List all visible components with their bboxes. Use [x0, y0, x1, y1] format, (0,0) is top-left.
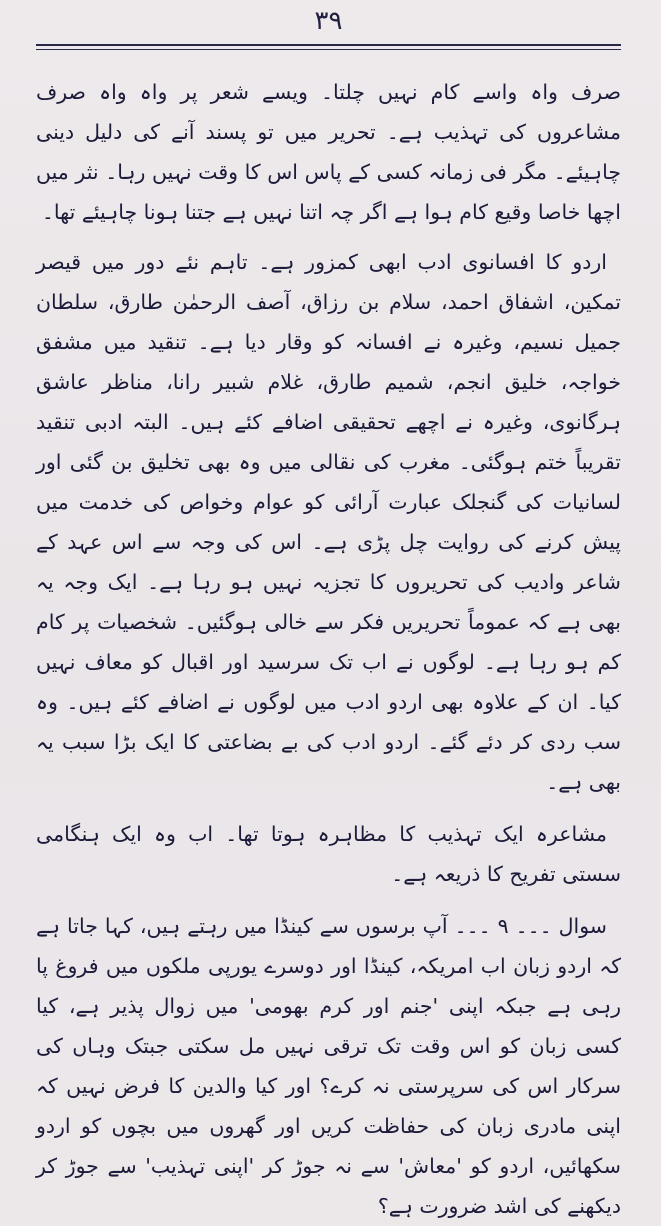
page-header [36, 0, 621, 52]
paragraph-2: اردو کا افسانوی ادب ابھی کمزور ہے۔ تاہم نئے دور میں قیصر تمکین، اشفاق احمد، سلام بن رزاق، آصف الرحمٰن طارق، سلطان جمیل نسیم، وغیرہ نے افسانہ کو وقار دیا ہے۔ تنقید میں مشفق خواجہ، خلیق انجم، شمیم طارق، غلام شبیر رانا، مناظر عاشق ہرگانوی، وغیرہ نے اچھے تحقیقی اضافے کئے ہیں۔ البتہ ادبی تنقید تقریباً ختم ہوگئی۔ مغرب کی نقالی میں وہ بھی تخلیق بن گئی اور لسانیات کی گنجلک عبارت آرائی کو عوام وخواص کی خدمت میں پیش کرنے کی روایت چل پڑی ہے۔ اس کی وجہ سے اس عہد کے شاعر وادیب کی تحریروں کا تجزیہ نہیں ہو رہا ہے۔ ایک وجہ یہ بھی ہے کہ عموماً تحریریں فکر سے خالی ہوگئیں۔ شخصیات پر کام کم ہو رہا ہے۔ لوگوں نے اب تک سرسید اور اقبال کو معاف نہیں کیا۔ ان کے علاوہ بھی اردو ادب میں لوگوں نے اضافے کئے ہیں۔ وہ سب ردی کر دئے گئے۔ اردو ادب کی بے بضاعتی کا ایک بڑا سبب یہ بھی ہے۔ [36, 250, 621, 794]
page-body [36, 72, 621, 1226]
header-rule-thin [36, 49, 621, 50]
paragraph-3: مشاعرہ ایک تہذیب کا مظاہرہ ہوتا تھا۔ اب وہ ایک ہنگامی سستی تفریح کا ذریعہ ہے۔ [36, 822, 621, 886]
page-number: ۳۹ [314, 6, 343, 36]
header-rule [36, 44, 621, 46]
paragraph-1: صرف واہ واسے کام نہیں چلتا۔ ویسے شعر پر واہ واہ صرف مشاعروں کی تہذیب ہے۔ تحریر میں تو پسند آنے کی دلیل دینی چاہیئے۔ مگر فی زمانہ کسی کے پاس اس کا وقت نہیں رہا۔ نثر میں اچھا خاصا وقیع کام ہوا ہے اگر چہ اتنا نہیں ہے جتنا ہونا چاہیئے تھا۔ [36, 80, 621, 224]
paragraph-4: سوال ۔۔۔ ۹ ۔۔۔ آپ برسوں سے کینڈا میں رہتے ہیں، کہا جاتا ہے کہ اردو زبان اب امریکہ، کینڈا اور دوسرے یورپی ملکوں میں فروغ پا رہی ہے جبکہ اپنی 'جنم اور کرم بھومی' میں زوال پذیر ہے، کیا کسی زبان کو اس وقت تک ترقی نہیں مل سکتی جبتک وہاں کی سرکار اس کی سرپرستی نہ کرے؟ اور کیا والدین کا فرض نہیں کہ اپنی مادری زبان کی حفاظت کریں اور گھروں میں بچوں کو اردو سکھائیں، اردو کو 'معاش' سے نہ جوڑ کر 'اپنی تہذیب' سے جوڑ کر دیکھنے کی اشد ضرورت ہے؟ [36, 914, 621, 1218]
